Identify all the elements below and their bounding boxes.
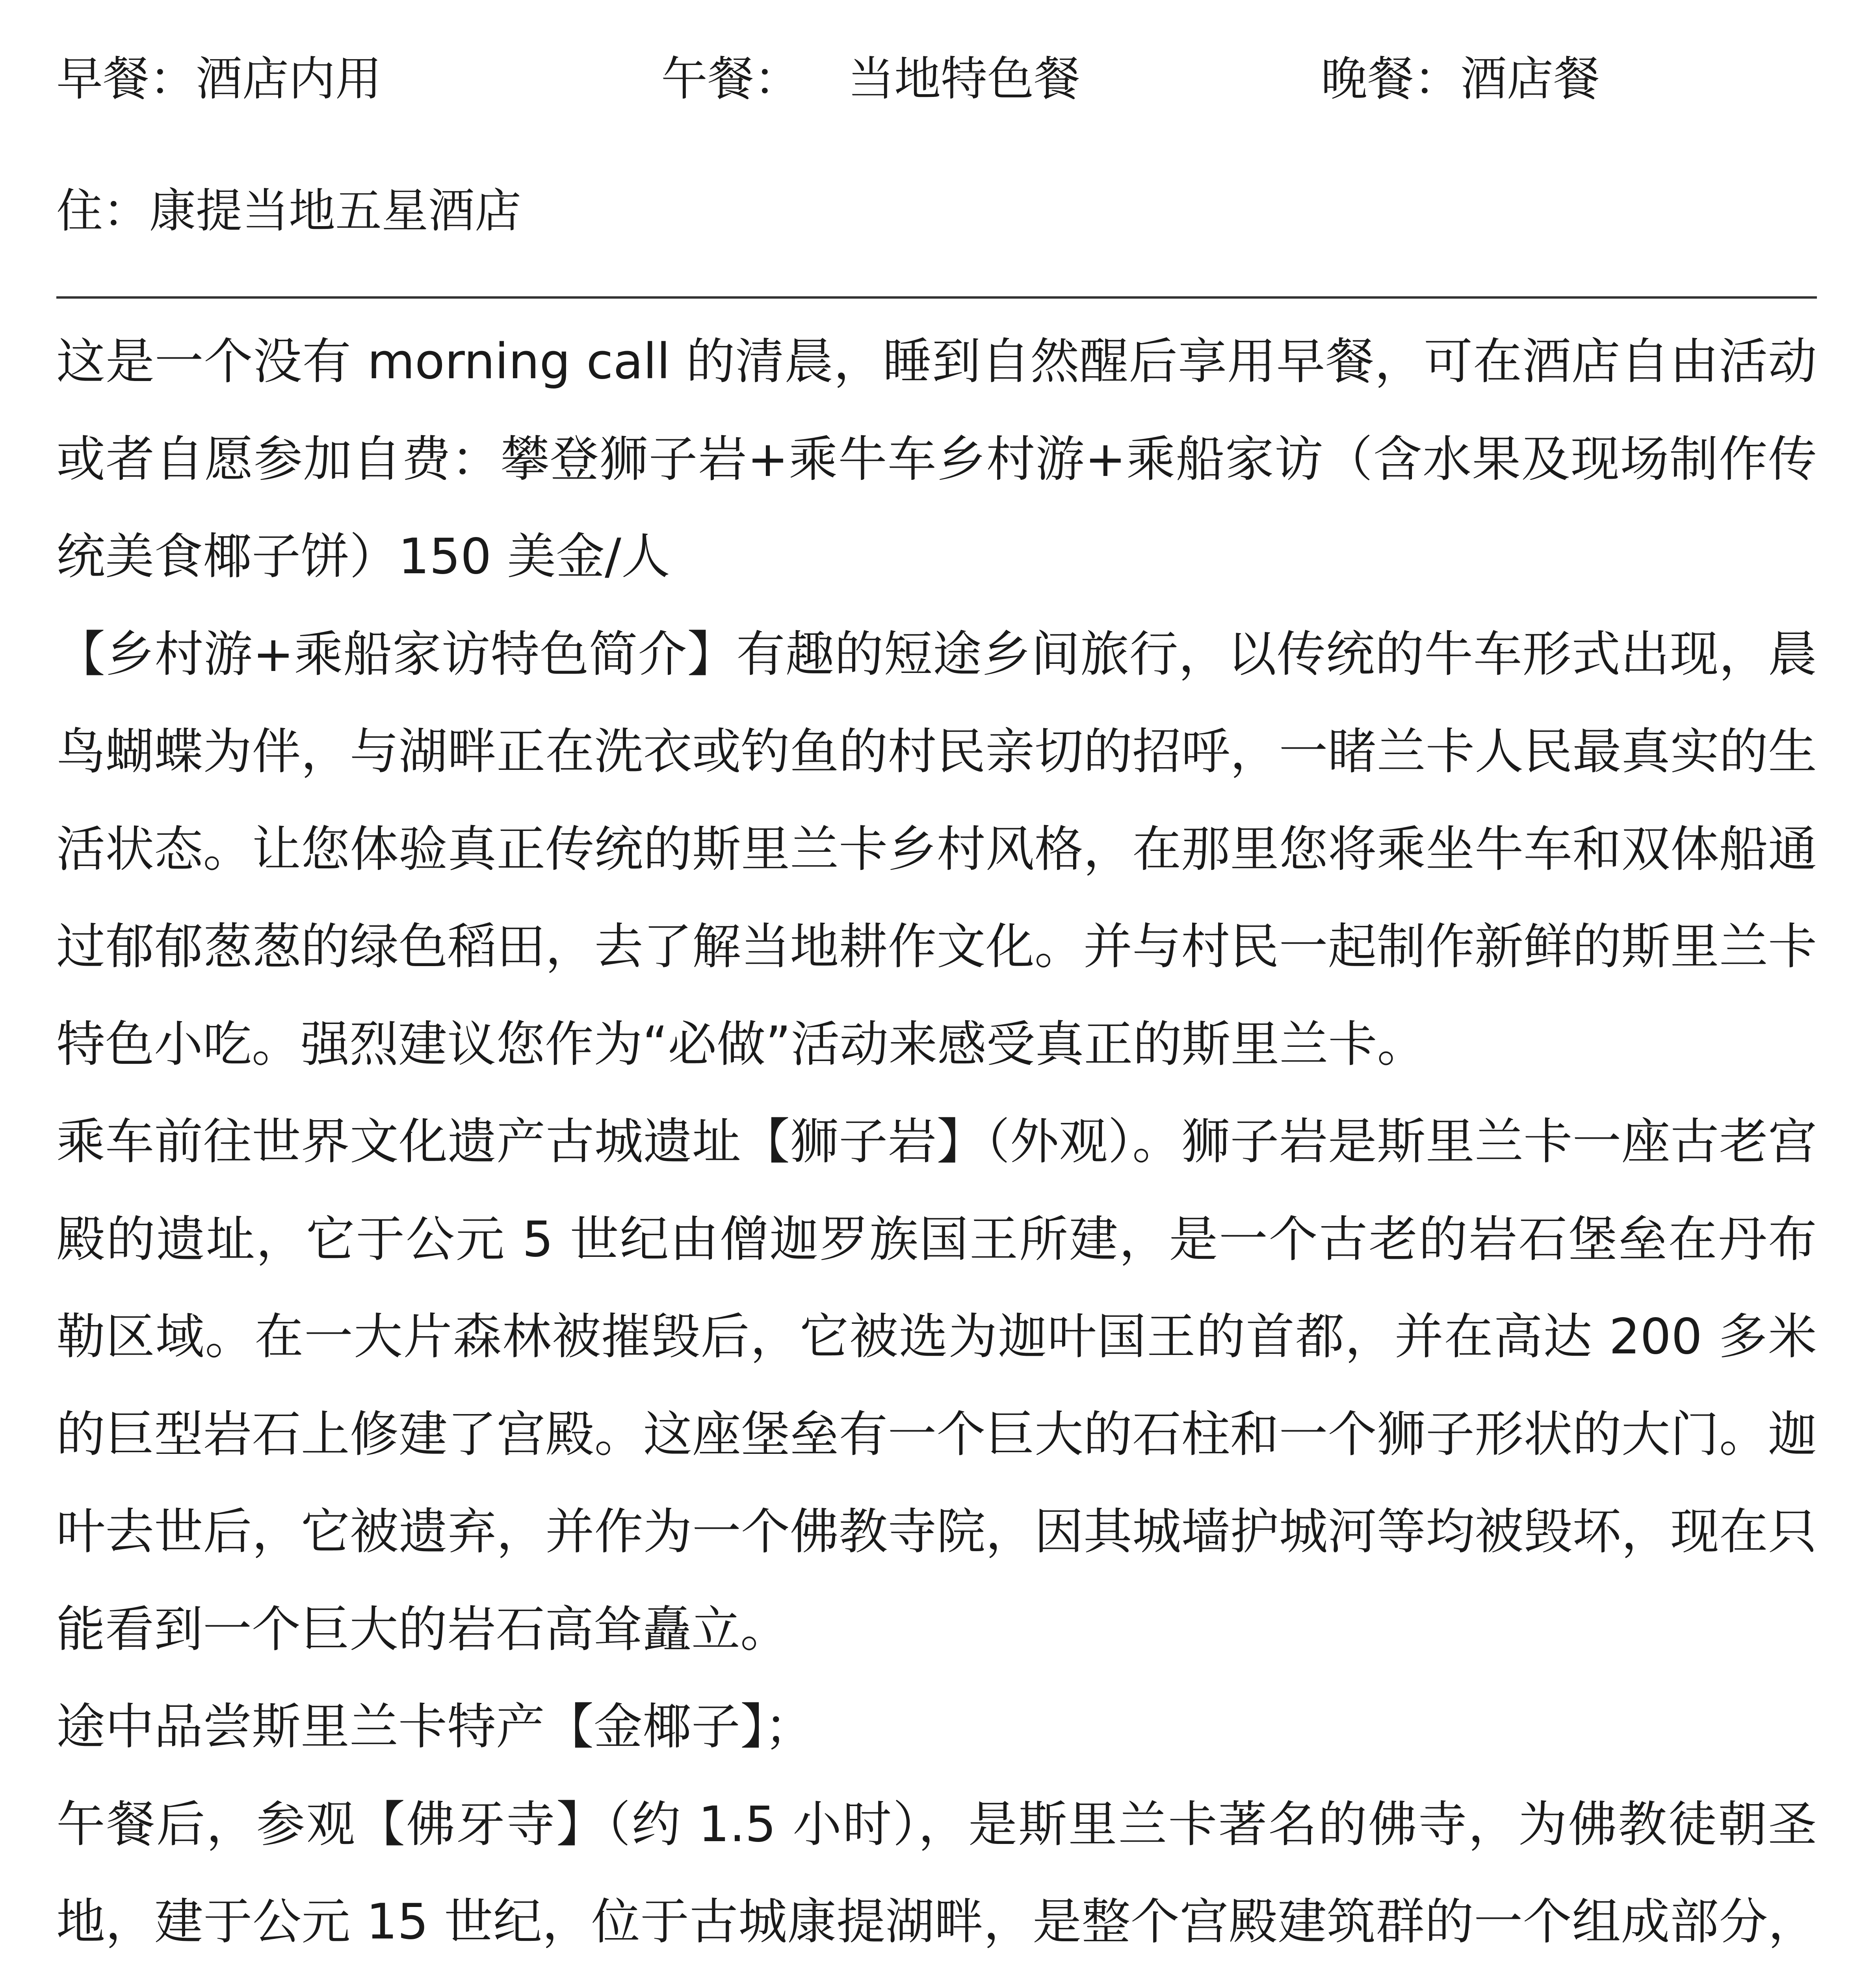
accommodation-info: 住：康提当地五星酒店: [56, 184, 522, 238]
section-divider: [56, 296, 1817, 299]
dinner-info: 晚餐：酒店餐: [1321, 52, 1600, 106]
lunch-value: 当地特色餐: [848, 52, 1081, 106]
paragraph-intro: 这是一个没有 morning call 的清晨，睡到自然醒后享用早餐，可在酒店自由活动或者自愿参加自费：攀登狮子岩+乘牛车乡村游+乘船家访（含水果及现场制作传统美食椰子饼）150 美金/人: [56, 333, 1817, 585]
breakfast-info: 早餐：酒店内用: [56, 52, 382, 106]
paragraph-village-tour: 【乡村游+乘船家访特色简介】有趣的短途乡间旅行，以传统的牛车形式出现，晨鸟蝴蝶为伴，与湖畔正在洗衣或钓鱼的村民亲切的招呼，一睹兰卡人民最真实的生活状态。让您体验真正传统的斯里兰卡乡村风格，在那里您将乘坐牛车和双体船通过郁郁葱葱的绿色稻田，去了解当地耕作文化。并与村民一起制作新鲜的斯里兰卡特色小吃。强烈建议您作为“必做”活动来感受真正的斯里兰卡。: [56, 626, 1817, 1073]
meals-row: [56, 41, 1817, 116]
lunch-label: 午餐：: [661, 52, 801, 106]
paragraph-temple-of-tooth: 午餐后，参观【佛牙寺】（约 1.5 小时），是斯里兰卡著名的佛寺，为佛教徒朝圣地，建于公元 15 世纪，位于古城康提湖畔，是整个宫殿建筑群的一个组成部分，: [56, 1796, 1817, 1950]
paragraph-king-coconut: 途中品尝斯里兰卡特产【金椰子】；: [56, 1699, 814, 1755]
lunch-info: [661, 41, 1080, 116]
day-description: [56, 313, 1817, 1970]
paragraph-sigiriya: 乘车前往世界文化遗产古城遗址【狮子岩】（外观）。狮子岩是斯里兰卡一座古老宫殿的遗址，它于公元 5 世纪由僧迦罗族国王所建，是一个古老的岩石堡垒在丹布勒区域。在一大片森林被摧毁后，它被选为迦叶国王的首都，并在高达 200 多米的巨型岩石上修建了宫殿。这座堡垒有一个巨大的石柱和一个狮子形状的大门。迦叶去世后，它被遗弃，并作为一个佛教寺院，因其城墙护城河等均被毁坏，现在只能看到一个巨大的岩石高耸矗立。: [56, 1113, 1817, 1658]
